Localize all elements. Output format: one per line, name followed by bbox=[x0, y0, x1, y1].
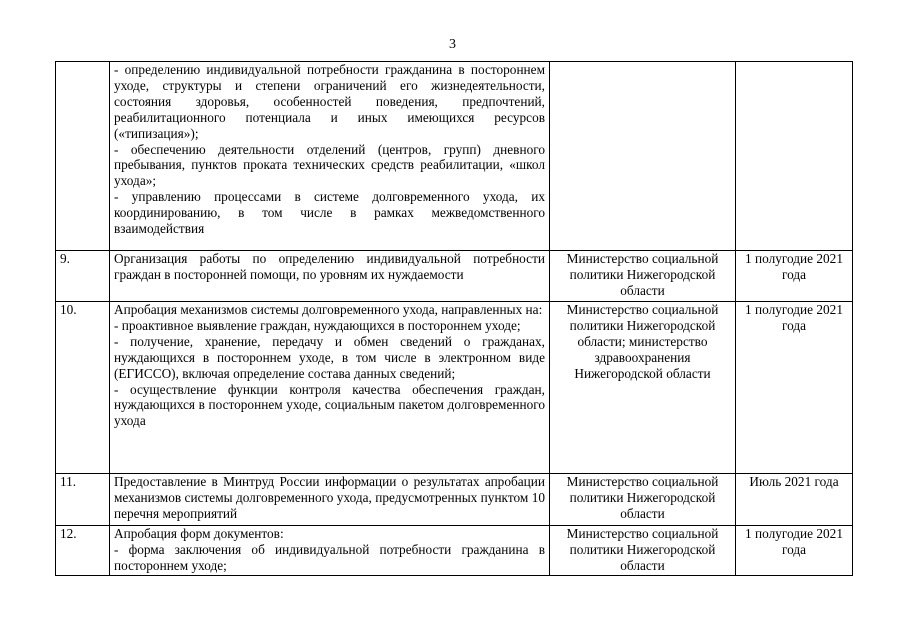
description-paragraph: - осуществление функции контроля качества обеспечения граждан, нуждающихся в постороннем уходе, социальным пакетом долговременного ухода bbox=[114, 381, 545, 429]
row-description bbox=[110, 251, 550, 302]
row-description bbox=[110, 302, 550, 474]
row-description bbox=[110, 62, 550, 251]
table-row bbox=[56, 526, 853, 576]
table-row bbox=[56, 302, 853, 474]
description-paragraph: Организация работы по определению индивидуальной потребности граждан в посторонней помощи, по уровням их нуждаемости bbox=[114, 251, 545, 282]
row-number bbox=[56, 62, 110, 251]
row-responsible: Министерство социальной политики Нижегородской области bbox=[550, 251, 736, 302]
description-paragraph: - форма заключения об индивидуальной потребности гражданина в постороннем уходе; bbox=[114, 541, 545, 573]
table-row bbox=[56, 474, 853, 526]
row-number: 9. bbox=[56, 251, 110, 302]
row-responsible: Министерство социальной политики Нижегородской области bbox=[550, 526, 736, 576]
description-paragraph: - управлению процессами в системе долговременного ухода, их координированию, в том числе в рамках межведомственного взаимодействия bbox=[114, 189, 545, 237]
row-number: 12. bbox=[56, 526, 110, 576]
row-deadline bbox=[736, 62, 853, 251]
row-responsible bbox=[550, 62, 736, 251]
table-row bbox=[56, 251, 853, 302]
row-deadline: Июль 2021 года bbox=[736, 474, 853, 526]
row-responsible: Министерство социальной политики Нижегородской области; министерство здравоохранения Нижегородской области bbox=[550, 302, 736, 474]
description-paragraph: Предоставление в Минтруд России информации о результатах апробации механизмов системы долговременного ухода, предусмотренных пунктом 10 перечня мероприятий bbox=[114, 474, 545, 521]
page-number: 3 bbox=[449, 37, 456, 52]
row-description bbox=[110, 526, 550, 576]
description-paragraph: - получение, хранение, передачу и обмен сведений о гражданах, нуждающихся в постороннем уходе, в том числе в электронном виде (ЕГИССО), включая определение состава данных сведений; bbox=[114, 333, 545, 381]
row-description bbox=[110, 474, 550, 526]
row-deadline: 1 полугодие 2021 года bbox=[736, 526, 853, 576]
table-row bbox=[56, 62, 853, 251]
row-number: 11. bbox=[56, 474, 110, 526]
description-paragraph: Апробация форм документов: bbox=[114, 526, 284, 541]
row-deadline: 1 полугодие 2021 года bbox=[736, 302, 853, 474]
description-paragraph: Апробация механизмов системы долговременного ухода, направленных на: bbox=[114, 302, 543, 317]
description-paragraph: - проактивное выявление граждан, нуждающихся в постороннем уходе; bbox=[114, 317, 521, 333]
row-number: 10. bbox=[56, 302, 110, 474]
description-paragraph: - определению индивидуальной потребности гражданина в постороннем уходе, структуры и степени ограничений его жизнедеятельности, состояния здоровья, особенностей поведения, предпочтений, реабилитационного потенциала и иных имеющихся ресурсов («типизация»); bbox=[114, 62, 545, 141]
description-paragraph: - обеспечению деятельности отделений (центров, групп) дневного пребывания, пунктов проката технических средств реабилитации, «школ ухода»; bbox=[114, 141, 545, 189]
row-responsible: Министерство социальной политики Нижегородской области bbox=[550, 474, 736, 526]
measures-table bbox=[55, 61, 853, 576]
row-deadline: 1 полугодие 2021 года bbox=[736, 251, 853, 302]
